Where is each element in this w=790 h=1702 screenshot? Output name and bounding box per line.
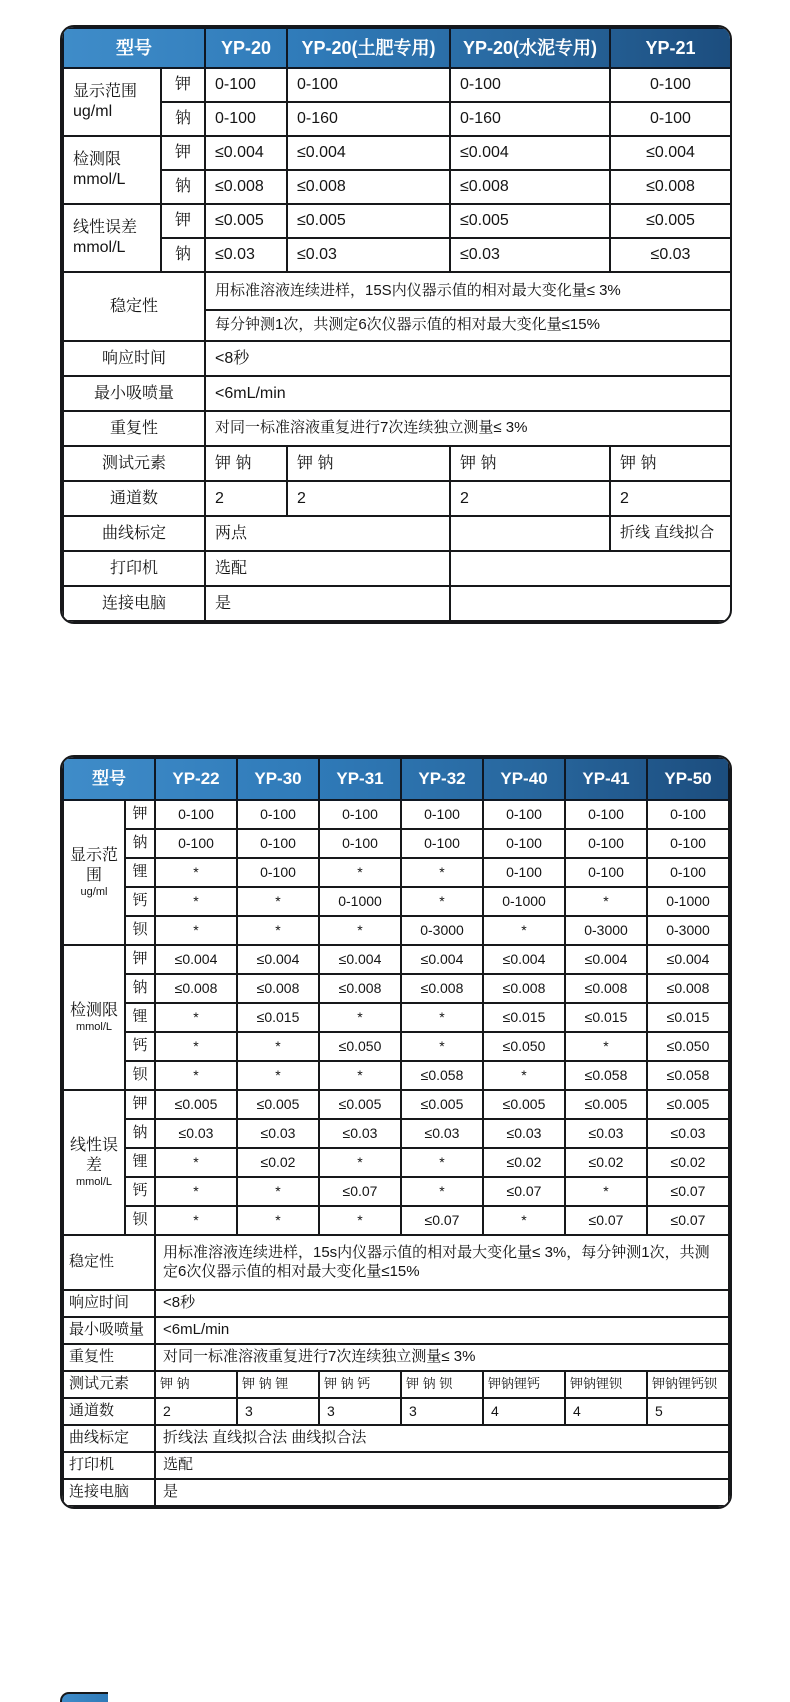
spec-value: ≤0.004 — [565, 945, 647, 974]
spec-value: 选配 — [205, 551, 450, 586]
element-label: 钾 — [125, 800, 155, 829]
spec-value: ≤0.005 — [401, 1090, 483, 1119]
element-label: 钡 — [125, 1206, 155, 1235]
spec-value: ≤0.008 — [287, 170, 450, 204]
table-row — [63, 136, 731, 170]
spec-value: 0-160 — [450, 102, 610, 136]
element-label: 钠 — [125, 829, 155, 858]
spec-value: ≤0.008 — [155, 974, 237, 1003]
spec-value: 0-100 — [401, 800, 483, 829]
spec-table-1 — [60, 25, 732, 624]
spec-value: ≤0.015 — [565, 1003, 647, 1032]
spec-value: ≤0.005 — [205, 204, 287, 238]
spec-value: ≤0.07 — [319, 1177, 401, 1206]
spec-value: ≤0.008 — [401, 974, 483, 1003]
group-unit: mmol/L — [75, 1020, 113, 1033]
model-column-header: YP-21 — [610, 28, 731, 68]
spec-value: ≤0.008 — [610, 170, 731, 204]
spec-value: * — [401, 858, 483, 887]
spec-value: ≤0.008 — [483, 974, 565, 1003]
spec-value: * — [401, 1148, 483, 1177]
spec-value: ≤0.07 — [401, 1206, 483, 1235]
row-label — [63, 204, 161, 272]
spec-value: 钾 钠 钙 — [319, 1371, 401, 1398]
group-label: 检测限 — [73, 151, 122, 168]
table-row — [63, 1425, 729, 1452]
spec-value: 3 — [319, 1398, 401, 1425]
spec-value: ≤0.004 — [237, 945, 319, 974]
spec-value: 0-100 — [319, 800, 401, 829]
table-row — [63, 945, 729, 974]
table-header-row — [63, 758, 729, 800]
spec-value: ≤0.004 — [610, 136, 731, 170]
spec-value: ≤0.02 — [237, 1148, 319, 1177]
spec-value: 0-100 — [483, 800, 565, 829]
spec-value: * — [155, 1206, 237, 1235]
spec-value: ≤0.07 — [647, 1177, 729, 1206]
table-row — [63, 916, 729, 945]
table-row — [63, 411, 731, 446]
row-label — [63, 68, 161, 136]
table-row — [63, 800, 729, 829]
row-label: 测试元素 — [63, 446, 205, 481]
element-label: 钠 — [161, 238, 205, 272]
row-label: 曲线标定 — [63, 1425, 155, 1452]
model-column-header: YP-22 — [155, 758, 237, 800]
spec-value: 选配 — [155, 1452, 729, 1479]
spec-value-empty — [450, 516, 610, 551]
element-label: 钡 — [125, 1061, 155, 1090]
row-label — [63, 1090, 125, 1235]
table-row — [63, 272, 731, 310]
spec-value: * — [319, 916, 401, 945]
row-label: 重复性 — [63, 411, 205, 446]
spec-value: 用标准溶液连续进样，15s内仪器示值的相对最大变化量≤ 3%，每分钟测1次，共测定6次仪器示值的相对最大变化量≤15% — [155, 1235, 729, 1290]
spec-value: ≤0.07 — [647, 1206, 729, 1235]
table-row — [63, 858, 729, 887]
spec-value: ≤0.07 — [565, 1206, 647, 1235]
spec-value: 0-3000 — [565, 916, 647, 945]
spec-value: ≤0.005 — [287, 204, 450, 238]
table-row — [63, 376, 731, 411]
spec-value: 两点 — [205, 516, 450, 551]
spec-value: ≤0.004 — [205, 136, 287, 170]
table-row — [63, 446, 731, 481]
spec-value: <8秒 — [155, 1290, 729, 1317]
model-column-header: YP-20 — [205, 28, 287, 68]
spec-value: 每分钟测1次，共测定6次仪器示值的相对最大变化量≤15% — [205, 310, 731, 341]
spec-value: <6mL/min — [155, 1317, 729, 1344]
table-row — [63, 341, 731, 376]
spec-value: 0-100 — [205, 68, 287, 102]
table-row — [63, 238, 731, 272]
row-label: 重复性 — [63, 1344, 155, 1371]
model-column-header: YP-40 — [483, 758, 565, 800]
spec-value: 钾 钠 — [155, 1371, 237, 1398]
group-unit: ug/ml — [80, 885, 108, 898]
spec-value-empty — [450, 551, 731, 586]
row-label: 曲线标定 — [63, 516, 205, 551]
element-label: 钙 — [125, 887, 155, 916]
spec-value: * — [237, 1177, 319, 1206]
spec-value: 0-100 — [287, 68, 450, 102]
table-row — [63, 1479, 729, 1506]
spec-value: 钾钠锂钙 — [483, 1371, 565, 1398]
spec-value: ≤0.03 — [647, 1119, 729, 1148]
spec-value: * — [155, 887, 237, 916]
spec-value: ≤0.004 — [401, 945, 483, 974]
spec-value: * — [237, 916, 319, 945]
spec-value: ≤0.03 — [155, 1119, 237, 1148]
spec-value: * — [237, 1061, 319, 1090]
spec-value: ≤0.058 — [401, 1061, 483, 1090]
group-unit: ug/ml — [73, 103, 113, 120]
row-label: 通道数 — [63, 481, 205, 516]
spec-value: ≤0.005 — [155, 1090, 237, 1119]
spec-value: <6mL/min — [205, 376, 731, 411]
spec-value: 是 — [205, 586, 450, 621]
spec-value: 钾 钠 — [610, 446, 731, 481]
spec-value: 0-100 — [237, 800, 319, 829]
spec-value: 2 — [610, 481, 731, 516]
spec-value: 0-100 — [565, 858, 647, 887]
spec-table-1-grid — [62, 27, 732, 622]
spec-value: * — [401, 1032, 483, 1061]
group-label: 线性误差 — [73, 219, 138, 236]
spec-value: ≤0.008 — [450, 170, 610, 204]
spec-value: ≤0.004 — [483, 945, 565, 974]
spec-value: 0-100 — [647, 829, 729, 858]
spec-value: * — [155, 916, 237, 945]
spec-value: * — [155, 1061, 237, 1090]
element-label: 钠 — [161, 170, 205, 204]
spec-value: 0-100 — [483, 829, 565, 858]
spec-value: ≤0.02 — [647, 1148, 729, 1177]
model-column-header: YP-50 — [647, 758, 729, 800]
spec-value: * — [155, 1148, 237, 1177]
row-label: 通道数 — [63, 1398, 155, 1425]
spec-value: 0-100 — [565, 800, 647, 829]
spec-value: * — [237, 887, 319, 916]
table-row — [63, 1371, 729, 1398]
group-unit: mmol/L — [73, 239, 126, 256]
table-row — [63, 1317, 729, 1344]
spec-value: ≤0.005 — [450, 204, 610, 238]
spec-value: 折线 直线拟合 — [610, 516, 731, 551]
next-table-top-edge — [60, 1692, 108, 1702]
element-label: 锂 — [125, 858, 155, 887]
table-row — [63, 1344, 729, 1371]
spec-value: 2 — [287, 481, 450, 516]
spec-value: 0-100 — [237, 858, 319, 887]
row-label: 打印机 — [63, 1452, 155, 1479]
spec-value: * — [319, 858, 401, 887]
spec-value: ≤0.015 — [647, 1003, 729, 1032]
table-row — [63, 204, 731, 238]
row-label: 连接电脑 — [63, 586, 205, 621]
element-label: 钾 — [161, 204, 205, 238]
spec-value: ≤0.004 — [319, 945, 401, 974]
spec-value: * — [483, 1206, 565, 1235]
spec-value: 0-100 — [155, 829, 237, 858]
table-row — [63, 974, 729, 1003]
table-row — [63, 829, 729, 858]
spec-value: * — [483, 1061, 565, 1090]
table-row — [63, 68, 731, 102]
row-label — [63, 945, 125, 1090]
spec-value: ≤0.050 — [483, 1032, 565, 1061]
spec-value: ≤0.058 — [647, 1061, 729, 1090]
element-label: 钠 — [125, 974, 155, 1003]
spec-value: 对同一标准溶液重复进行7次连续独立测量≤ 3% — [205, 411, 731, 446]
spec-value: 2 — [205, 481, 287, 516]
spec-value: 5 — [647, 1398, 729, 1425]
spec-value: 对同一标准溶液重复进行7次连续独立测量≤ 3% — [155, 1344, 729, 1371]
element-label: 锂 — [125, 1148, 155, 1177]
spec-value: * — [401, 1003, 483, 1032]
spec-value: ≤0.03 — [319, 1119, 401, 1148]
row-label: 打印机 — [63, 551, 205, 586]
spec-value: 0-100 — [237, 829, 319, 858]
table-row — [63, 170, 731, 204]
model-column-header: YP-20(土肥专用) — [287, 28, 450, 68]
table-row — [63, 1398, 729, 1425]
spec-value: 0-100 — [610, 102, 731, 136]
spec-value: 钾 钠 — [450, 446, 610, 481]
spec-value: 钾 钠 — [205, 446, 287, 481]
spec-value: 0-100 — [647, 858, 729, 887]
element-label: 锂 — [125, 1003, 155, 1032]
spec-value: * — [319, 1206, 401, 1235]
table-row — [63, 1452, 729, 1479]
table-row — [63, 481, 731, 516]
spec-value: 0-100 — [401, 829, 483, 858]
spec-table-2 — [60, 755, 732, 1509]
spec-value: * — [319, 1148, 401, 1177]
spec-value: 0-3000 — [647, 916, 729, 945]
spec-value: ≤0.015 — [237, 1003, 319, 1032]
spec-value: ≤0.03 — [237, 1119, 319, 1148]
spec-value: 0-100 — [319, 829, 401, 858]
spec-value: 4 — [565, 1398, 647, 1425]
spec-value: 钾 钠 钡 — [401, 1371, 483, 1398]
spec-value: ≤0.015 — [483, 1003, 565, 1032]
spec-value: * — [401, 1177, 483, 1206]
group-label: 线性误差 — [69, 1136, 118, 1174]
table-row — [63, 887, 729, 916]
row-label — [63, 136, 161, 204]
spec-value: 钾钠锂钡 — [565, 1371, 647, 1398]
spec-value: ≤0.008 — [319, 974, 401, 1003]
model-header-cell: 型号 — [63, 758, 155, 800]
spec-value: ≤0.008 — [205, 170, 287, 204]
spec-value: 3 — [401, 1398, 483, 1425]
element-label: 钙 — [125, 1177, 155, 1206]
table-row — [63, 1235, 729, 1290]
spec-value: * — [155, 858, 237, 887]
spec-value: * — [155, 1032, 237, 1061]
table-row — [63, 1032, 729, 1061]
spec-value: ≤0.07 — [483, 1177, 565, 1206]
spec-value: 钾 钠 — [287, 446, 450, 481]
spec-value: ≤0.050 — [647, 1032, 729, 1061]
spec-value: ≤0.058 — [565, 1061, 647, 1090]
table-header-row — [63, 28, 731, 68]
row-label — [63, 800, 125, 945]
row-label: 最小吸喷量 — [63, 376, 205, 411]
spec-value: 0-100 — [450, 68, 610, 102]
spec-value: 0-100 — [565, 829, 647, 858]
group-label: 显示范围 — [69, 846, 118, 884]
spec-value: ≤0.02 — [565, 1148, 647, 1177]
spec-value: ≤0.004 — [450, 136, 610, 170]
spec-value: ≤0.03 — [610, 238, 731, 272]
spec-value: 0-100 — [610, 68, 731, 102]
table-row — [63, 1290, 729, 1317]
spec-value: * — [401, 887, 483, 916]
group-label: 检测限 — [69, 1001, 118, 1019]
spec-value: ≤0.005 — [483, 1090, 565, 1119]
spec-value: 0-160 — [287, 102, 450, 136]
row-label: 最小吸喷量 — [63, 1317, 155, 1344]
spec-value: 0-100 — [205, 102, 287, 136]
element-label: 钡 — [125, 916, 155, 945]
model-column-header: YP-20(水泥专用) — [450, 28, 610, 68]
model-column-header: YP-31 — [319, 758, 401, 800]
group-unit: mmol/L — [73, 171, 126, 188]
spec-table-2-grid — [62, 757, 730, 1507]
spec-value: 0-100 — [155, 800, 237, 829]
table-row — [63, 1177, 729, 1206]
table-row — [63, 1061, 729, 1090]
element-label: 钙 — [125, 1032, 155, 1061]
table-row — [63, 516, 731, 551]
table-row — [63, 1003, 729, 1032]
row-label: 稳定性 — [63, 1235, 155, 1290]
spec-value: * — [319, 1061, 401, 1090]
spec-value: 是 — [155, 1479, 729, 1506]
spec-value: ≤0.02 — [483, 1148, 565, 1177]
spec-value: ≤0.004 — [287, 136, 450, 170]
row-label: 响应时间 — [63, 1290, 155, 1317]
spec-value: <8秒 — [205, 341, 731, 376]
model-column-header: YP-30 — [237, 758, 319, 800]
spec-value: 钾 钠 锂 — [237, 1371, 319, 1398]
spec-value: ≤0.03 — [401, 1119, 483, 1148]
spec-value: ≤0.004 — [647, 945, 729, 974]
model-column-header: YP-41 — [565, 758, 647, 800]
spec-value: * — [565, 1032, 647, 1061]
element-label: 钾 — [125, 1090, 155, 1119]
spec-value: 0-1000 — [647, 887, 729, 916]
spec-value: 4 — [483, 1398, 565, 1425]
spec-value: 0-1000 — [319, 887, 401, 916]
table-row — [63, 1119, 729, 1148]
model-header-cell: 型号 — [63, 28, 205, 68]
element-label: 钾 — [161, 68, 205, 102]
table-row — [63, 586, 731, 621]
spec-value: ≤0.005 — [237, 1090, 319, 1119]
spec-value: * — [565, 1177, 647, 1206]
spec-value: ≤0.005 — [647, 1090, 729, 1119]
element-label: 钠 — [161, 102, 205, 136]
spec-value: * — [237, 1206, 319, 1235]
element-label: 钾 — [125, 945, 155, 974]
table-row — [63, 1206, 729, 1235]
row-label: 测试元素 — [63, 1371, 155, 1398]
spec-value: ≤0.050 — [319, 1032, 401, 1061]
spec-value: ≤0.03 — [450, 238, 610, 272]
spec-value: 0-100 — [483, 858, 565, 887]
spec-value: ≤0.008 — [647, 974, 729, 1003]
spec-value: ≤0.005 — [610, 204, 731, 238]
spec-value: ≤0.008 — [237, 974, 319, 1003]
spec-value: ≤0.004 — [155, 945, 237, 974]
spec-value: ≤0.03 — [205, 238, 287, 272]
row-label: 稳定性 — [63, 272, 205, 341]
row-label: 响应时间 — [63, 341, 205, 376]
spec-value: ≤0.03 — [287, 238, 450, 272]
spec-value: * — [155, 1177, 237, 1206]
spec-value: * — [565, 887, 647, 916]
element-label: 钠 — [125, 1119, 155, 1148]
spec-value: ≤0.03 — [565, 1119, 647, 1148]
spec-value: * — [155, 1003, 237, 1032]
spec-value: * — [319, 1003, 401, 1032]
table-row — [63, 1090, 729, 1119]
table-row — [63, 1148, 729, 1177]
spec-value: 钾钠锂钙钡 — [647, 1371, 729, 1398]
spec-value: 2 — [155, 1398, 237, 1425]
table-row — [63, 102, 731, 136]
spec-value: 用标准溶液连续进样，15S内仪器示值的相对最大变化量≤ 3% — [205, 272, 731, 310]
model-column-header: YP-32 — [401, 758, 483, 800]
spec-value: ≤0.008 — [565, 974, 647, 1003]
spec-value: 0-3000 — [401, 916, 483, 945]
element-label: 钾 — [161, 136, 205, 170]
row-label: 连接电脑 — [63, 1479, 155, 1506]
group-unit: mmol/L — [75, 1175, 113, 1188]
spec-value: 0-1000 — [483, 887, 565, 916]
spec-value: * — [237, 1032, 319, 1061]
spec-value: ≤0.005 — [565, 1090, 647, 1119]
spec-value: 0-100 — [647, 800, 729, 829]
spec-value: ≤0.005 — [319, 1090, 401, 1119]
spec-value: ≤0.03 — [483, 1119, 565, 1148]
spec-value-empty — [450, 586, 731, 621]
spec-value: 2 — [450, 481, 610, 516]
table-row — [63, 551, 731, 586]
spec-value: * — [483, 916, 565, 945]
spec-value: 折线法 直线拟合法 曲线拟合法 — [155, 1425, 729, 1452]
spec-value: 3 — [237, 1398, 319, 1425]
group-label: 显示范围 — [73, 83, 138, 100]
